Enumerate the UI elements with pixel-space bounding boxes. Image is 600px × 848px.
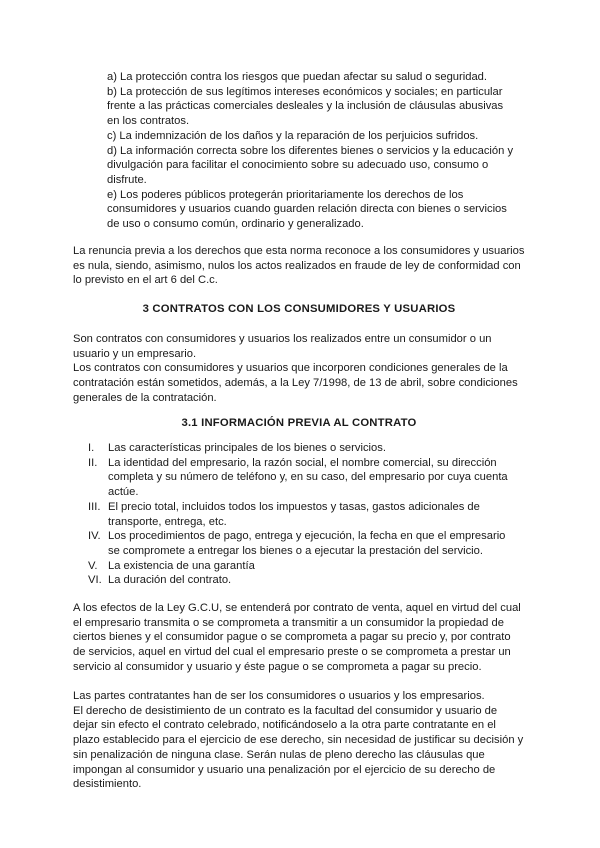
contratos-text-1: Son contratos con consumidores y usuarios los realizados entre un consumidor o un usuario y un empresario. (73, 333, 492, 360)
partes-text: Las partes contratantes han de ser los consumidores o usuarios y los empresarios. (73, 690, 485, 702)
renuncia-paragraph (73, 244, 525, 288)
list-item (88, 559, 520, 574)
list-item (88, 441, 520, 456)
venta-text: A los efectos de la Ley G.C.U, se entenderá por contrato de venta, aquel en virtud del cual el empresario transmita o se comprometa a transmitir a un consumidor la propiedad de ciertos bienes y el consumidor pague o se comprometa a pagar su precio y, por contrato de servicios, aquel en virtud del cual el empresario preste o se comprometa a prestar un servicio al consumidor y usuario y éste pague o se comprometa a pagar su precio. (73, 602, 521, 673)
desistimiento-text: El derecho de desistimiento de un contrato es la facultad del consumidor y usuario de dejar sin efecto el contrato celebrado, notificándoselo a la otra parte contratante en el plazo establecido para el ejercicio de ese derecho, sin necesidad de justificar su decisión y sin penalización de ninguna clase. Serán nulas de pleno derecho las cláusulas que impongan al consumidor y usuario una penalización por el ejercicio de su derecho de desistimiento. (73, 704, 524, 791)
list-item-b: b) La protección de sus legítimos intereses económicos y sociales; en particular frente a las prácticas comerciales desleales y la inclusión de cláusulas abusivas en los contratos. (107, 85, 504, 128)
list-text: Las características principales de los bienes o servicios. (108, 442, 386, 454)
list-number: II. (88, 456, 98, 469)
list-number: V. (88, 559, 98, 572)
info-previa-list (88, 441, 520, 588)
renuncia-text: La renuncia previa a los derechos que esta norma reconoce a los consumidores y usuarios es nula, siendo, asimismo, nulos los actos realizados en fraude de ley de conformidad con lo previsto en el art 6 del C.c. (73, 245, 525, 287)
venta-paragraph (73, 601, 525, 675)
list-item-e: e) Los poderes públicos protegerán prioritariamente los derechos de los consumidores y usuarios cuando guarden relación directa con bienes o servicios de uso o consumo común, ordinario y generalizado. (107, 188, 507, 231)
section-heading-3: 3 CONTRATOS CON LOS CONSUMIDORES Y USUARIOS (142, 303, 456, 315)
contratos-text-2: Los contratos con consumidores y usuarios que incorporen condiciones generales de la contratación están sometidos, además, a la Ley 7/1998, de 13 de abril, sobre condiciones generales de la contratación. (73, 362, 518, 404)
partes-paragraph (73, 689, 525, 792)
list-item (88, 529, 520, 558)
list-item-c: c) La indemnización de los daños y la reparación de los perjuicios sufridos. (107, 129, 479, 142)
list-number: I. (88, 442, 95, 454)
list-number: III. (88, 500, 101, 513)
section-heading-3-1: 3.1 INFORMACIÓN PREVIA AL CONTRATO (181, 417, 417, 429)
contratos-paragraph (73, 332, 525, 406)
list-item-d: d) La información correcta sobre los diferentes bienes o servicios y la educación y divulgación para facilitar el conocimiento sobre su adecuado uso, consumo o disfrute. (107, 144, 514, 186)
list-number: VI. (88, 574, 102, 587)
list-number: IV. (88, 530, 101, 543)
list-text: La duración del contrato. (108, 574, 232, 587)
list-item-a: a) La protección contra los riesgos que puedan afectar su salud o seguridad. (107, 71, 487, 83)
list-item (88, 500, 520, 529)
list-text: La existencia de una garantía (108, 559, 255, 572)
list-text: La identidad del empresario, la razón social, el nombre comercial, su dirección completa y su número de teléfono y, en su caso, del empresario por cuya cuenta actúe. (108, 456, 508, 499)
list-text: Los procedimientos de pago, entrega y ejecución, la fecha en que el empresario se compromete a entregar los bienes o a ejecutar la prestación del servicio. (108, 530, 506, 557)
rights-list (107, 70, 517, 232)
list-item (88, 573, 520, 588)
list-text: El precio total, incluidos todos los impuestos y tasas, gastos adicionales de transporte, entrega, etc. (108, 500, 480, 528)
list-item (88, 456, 520, 500)
